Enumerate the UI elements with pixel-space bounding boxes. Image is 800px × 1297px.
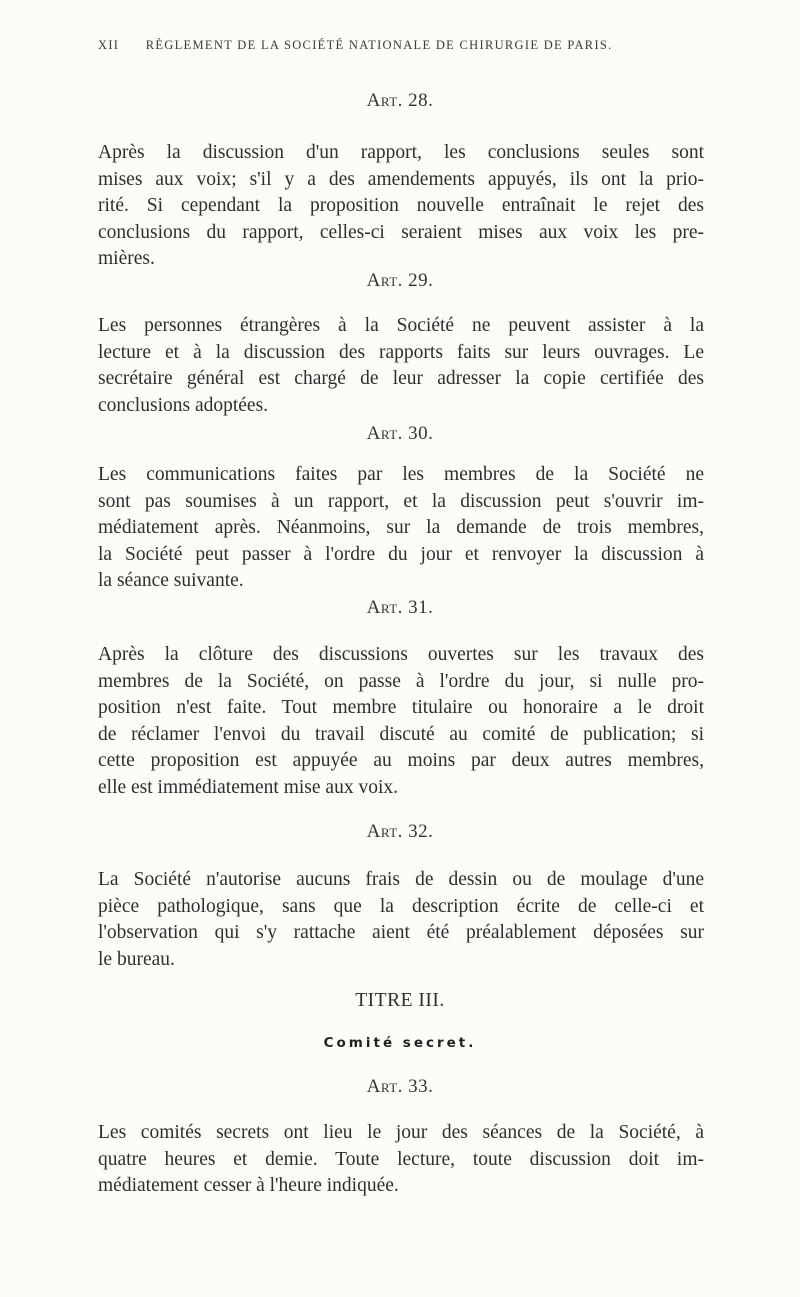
- text-line: conclusions du rapport, celles-ci seraient mises aux voix les pre-: [98, 221, 704, 243]
- section-title: TITRE III.: [355, 990, 445, 1011]
- text-line: le bureau.: [98, 948, 175, 970]
- text-line: lecture et à la discussion des rapports faits sur leurs ouvrages. Le: [98, 341, 704, 363]
- text-line: de réclamer l'envoi du travail discuté au comité de publication; si: [98, 723, 704, 745]
- running-title: RÈGLEMENT DE LA SOCIÉTÉ NATIONALE DE CHIRURGIE DE PARIS.: [145, 38, 613, 52]
- text-line: Après la clôture des discussions ouvertes sur les travaux des: [98, 644, 704, 665]
- article-32-text: [98, 867, 704, 973]
- text-line: l'observation qui s'y rattache aient été préalablement déposées sur: [98, 922, 704, 944]
- page-number: XII: [98, 38, 120, 52]
- text-line: elle est immédiatement mise aux voix.: [98, 776, 399, 798]
- text-line: mises aux voix; s'il y a des amendements appuyés, ils ont la prio-: [98, 168, 704, 190]
- text-line: secrétaire général est chargé de leur adresser la copie certifiée des: [98, 368, 704, 390]
- text-line: cette proposition est appuyée au moins par deux autres membres,: [98, 750, 704, 772]
- article-33-text: [98, 1120, 704, 1200]
- text-line: quatre heures et demie. Toute lecture, toute discussion doit im-: [98, 1148, 704, 1170]
- running-header: [98, 38, 698, 53]
- text-line: position n'est faite. Tout membre titulaire ou honoraire a le droit: [98, 697, 704, 719]
- article-29-text: [98, 313, 704, 419]
- article-31-title: Art. 31.: [366, 597, 434, 618]
- text-line: mières.: [98, 248, 155, 270]
- article-28-text: [98, 140, 704, 273]
- article-33-title: Art. 33.: [366, 1076, 434, 1097]
- text-line: médiatement après. Néanmoins, sur la demande de trois membres,: [98, 517, 704, 539]
- section-subtitle: Comité secret.: [323, 1035, 477, 1051]
- article-30-title: Art. 30.: [366, 423, 434, 444]
- article-30-text: [98, 462, 704, 595]
- text-line: Les comités secrets ont lieu le jour des séances de la Société, à: [98, 1122, 704, 1143]
- text-line: la séance suivante.: [98, 570, 244, 592]
- text-line: sont pas soumises à un rapport, et la discussion peut s'ouvrir im-: [98, 490, 704, 512]
- text-line: Après la discussion d'un rapport, les conclusions seules sont: [98, 142, 704, 163]
- text-line: Les communications faites par les membres de la Société ne: [98, 464, 704, 485]
- text-line: conclusions adoptées.: [98, 394, 269, 416]
- article-29-title: Art. 29.: [366, 270, 434, 291]
- text-line: Les personnes étrangères à la Société ne peuvent assister à la: [98, 315, 704, 336]
- text-line: rité. Si cependant la proposition nouvelle entraînait le rejet des: [98, 195, 704, 217]
- text-line: la Société peut passer à l'ordre du jour et renvoyer la discussion à: [98, 543, 704, 565]
- text-line: La Société n'autorise aucuns frais de dessin ou de moulage d'une: [98, 869, 704, 890]
- text-line: médiatement cesser à l'heure indiquée.: [98, 1175, 399, 1197]
- text-line: pièce pathologique, sans que la description écrite de celle-ci et: [98, 895, 704, 917]
- article-28-title: Art. 28.: [366, 90, 434, 111]
- article-32-title: Art. 32.: [366, 821, 434, 842]
- article-31-text: [98, 642, 704, 802]
- text-line: membres de la Société, on passe à l'ordre du jour, si nulle pro-: [98, 670, 704, 692]
